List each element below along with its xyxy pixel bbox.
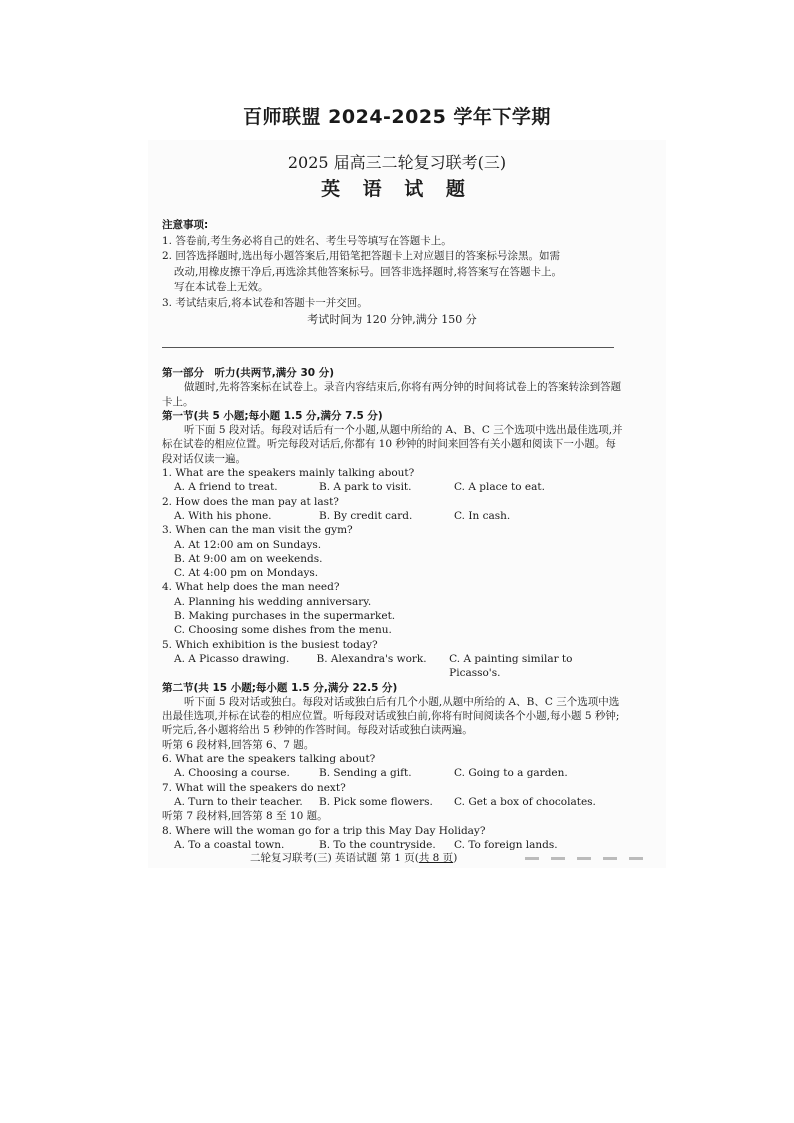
question-options (162, 795, 624, 809)
question-options (162, 509, 624, 523)
exam-subtitle: 2025 届高三二轮复习联考(三) (287, 153, 507, 172)
option-a: A. Planning his wedding anniversary. (174, 595, 372, 608)
listening-part (162, 366, 624, 852)
option-c: C. In cash. (454, 509, 511, 522)
option-b: B. Sending a gift. (319, 767, 412, 780)
option-a: A. Turn to their teacher. (174, 795, 303, 808)
time-limit: 考试时间为 120 分钟,满分 150 分 (307, 313, 477, 326)
instruction-item: 3. 考试结束后,将本试卷和答题卡一并交回。 (162, 296, 368, 309)
section-intro: 听下面 5 段对话。每段对话后有一个小题,从题中所给的 A、B、C 三个选项中选出最佳选项,并标在试卷的相应位置。听完每段对话后,你都有 10 秒钟的时间来回答有关小题和阅读下一小题。每段对话仅读一遍。 (162, 424, 623, 465)
part-title: 第一部分 听力(共两节,满分 30 分) (162, 367, 335, 379)
instruction-item: 1. 答卷前,考生务必将自己的姓名、考生号等填写在答题卡上。 (162, 234, 452, 247)
option-b: B. At 9:00 am on weekends. (174, 552, 323, 565)
instructions-block (162, 218, 622, 328)
instruction-item: 改动,用橡皮擦干净后,再选涂其他答案标号。回答非选择题时,将答案写在答题卡上。 (174, 265, 563, 278)
question-options (162, 766, 624, 780)
scan-smudge (525, 857, 655, 860)
option-b: B. A park to visit. (319, 481, 412, 494)
option-b: B. By credit card. (319, 509, 413, 522)
question-stem: 3. When can the man visit the gym? (162, 524, 353, 537)
question-stem: 1. What are the speakers mainly talking about? (162, 467, 415, 480)
option-b: B. To the countryside. (319, 838, 436, 851)
question-stem: 7. What will the speakers do next? (162, 781, 346, 794)
option-b: B. Pick some flowers. (319, 795, 433, 808)
instruction-item: 写在本试卷上无效。 (174, 281, 269, 293)
option-c: C. Get a box of chocolates. (454, 795, 596, 808)
question-stem: 4. What help does the man need? (162, 581, 340, 594)
question-options (162, 480, 624, 494)
option-a: A. A Picasso drawing. (174, 652, 290, 665)
question-stem: 5. Which exhibition is the busiest today? (162, 638, 378, 651)
option-c: C. A painting similar to Picasso's. (449, 652, 573, 680)
option-a: A. At 12:00 am on Sundays. (174, 538, 322, 551)
instruction-item: 2. 回答选择题时,选出每小题答案后,用铅笔把答题卡上对应题目的答案标号涂黑。如需 (162, 250, 561, 262)
option-c: C. Choosing some dishes from the menu. (174, 624, 392, 637)
option-b: B. Making purchases in the supermarket. (174, 610, 396, 623)
option-c: C. At 4:00 pm on Mondays. (174, 567, 319, 580)
footer-text: 二轮复习联考(三) 英语试题 第 1 页( (250, 852, 419, 864)
question-stem: 2. How does the man pay at last? (162, 495, 339, 508)
footer-page-count: 共 8 页 (418, 852, 454, 864)
material-note: 听第 6 段材料,回答第 6、7 题。 (162, 738, 315, 751)
question-stem: 8. Where will the woman go for a trip this May Day Holiday? (162, 824, 486, 837)
option-a: A. Choosing a course. (174, 767, 290, 780)
question-stem: 6. What are the speakers talking about? (162, 753, 376, 766)
option-a: A. With his phone. (174, 509, 272, 522)
footer-close: ) (453, 852, 458, 864)
exam-subject-title: 英 语 试 题 (321, 178, 473, 200)
option-a: A. To a coastal town. (174, 838, 285, 851)
option-c: C. A place to eat. (454, 481, 545, 494)
material-note: 听第 7 段材料,回答第 8 至 10 题。 (162, 810, 328, 823)
exam-banner: 百师联盟 2024-2025 学年下学期 (243, 106, 551, 128)
divider (162, 347, 614, 348)
option-c: C. Going to a garden. (454, 767, 568, 780)
part-intro: 做题时,先将答案标在试卷上。录音内容结束后,你将有两分钟的时间将试卷上的答案转涂到答题卡上。 (162, 381, 622, 408)
section-title: 第一节(共 5 小题;每小题 1.5 分,满分 7.5 分) (162, 409, 383, 422)
option-a: A. A friend to treat. (174, 481, 278, 494)
section-title: 第二节(共 15 小题;每小题 1.5 分,满分 22.5 分) (162, 681, 398, 694)
instructions-heading: 注意事项: (162, 219, 209, 231)
option-b: B. Alexandra's work. (316, 652, 427, 665)
section-intro: 听下面 5 段对话或独白。每段对话或独白后有几个小题,从题中所给的 A、B、C 三个选项中选出最佳选项,并标在试卷的相应位置。听每段对话或独白前,你将有时间阅读各个小题,每小题 5 秒钟;听完后,各小题将给出 5 秒钟的作答时间。每段对话或独白读两遍。 (162, 695, 620, 737)
option-c: C. To foreign lands. (454, 838, 558, 851)
page-footer (250, 850, 457, 865)
question-options (162, 652, 624, 681)
